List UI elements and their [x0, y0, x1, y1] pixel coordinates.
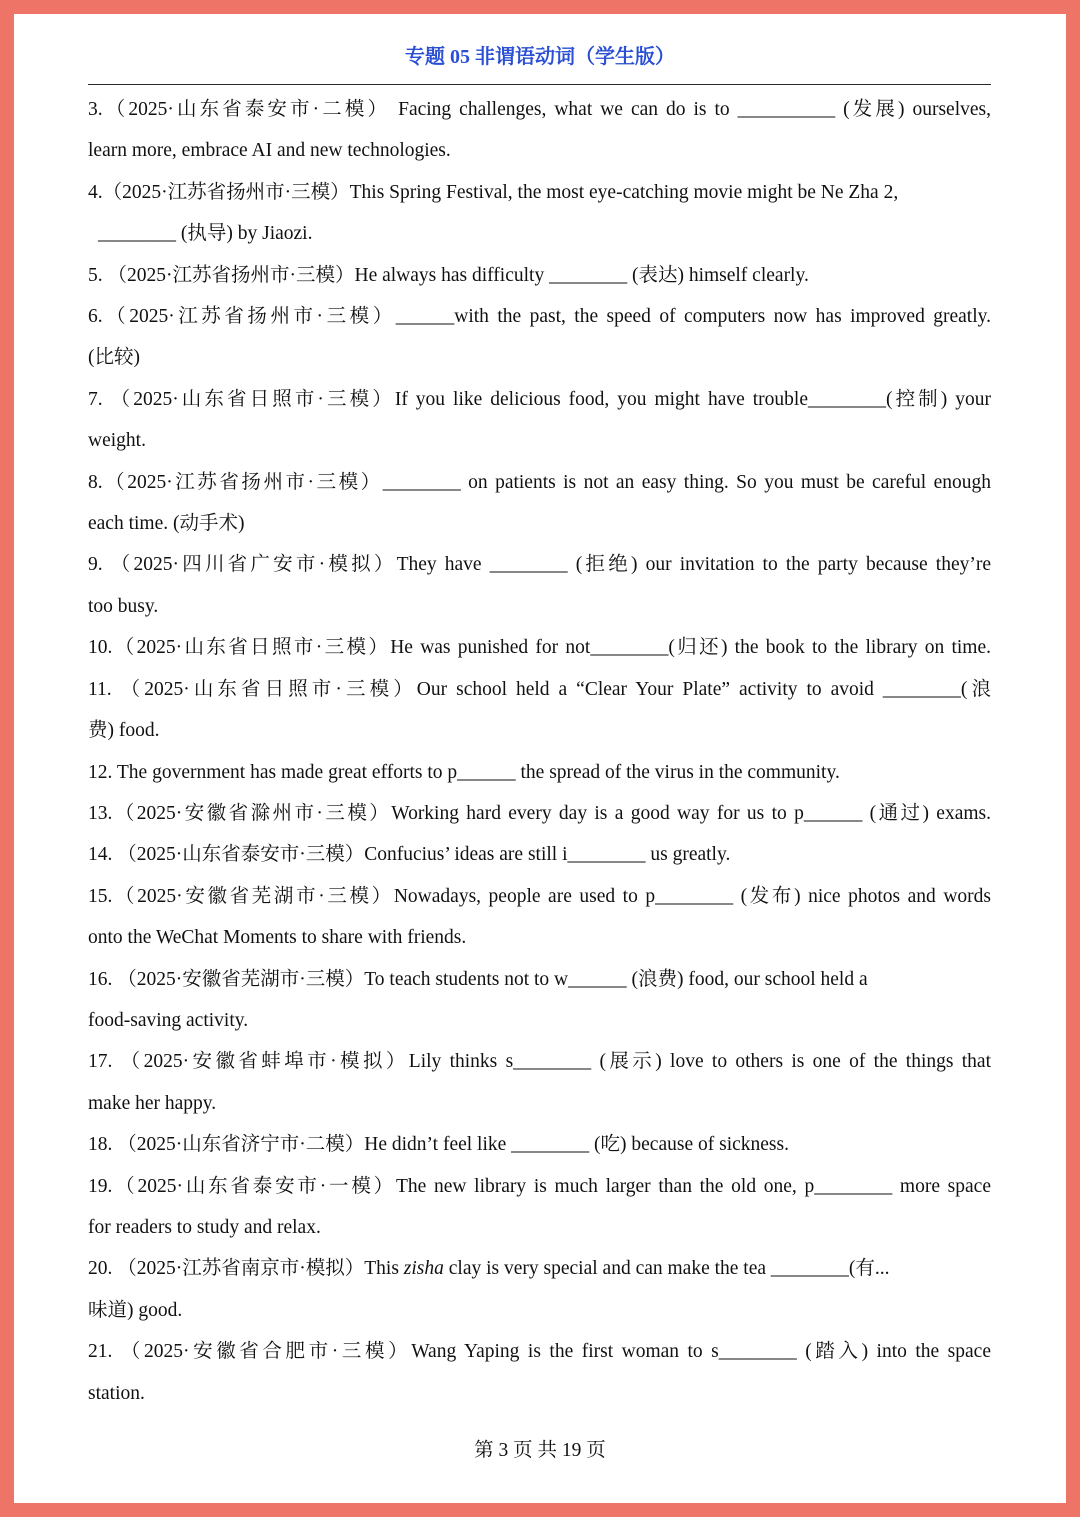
- question-line: 9. （2025·四川省广安市·模拟）They have ________ (拒绝) our invitation to the party because they’re: [88, 554, 991, 576]
- question-line: 3.（2025·山东省泰安市·二模） Facing challenges, what we can do is to __________ (发展) ourselves,: [88, 99, 991, 120]
- question-line: 12. The government has made great efforts to p______ the spread of the virus in the community.: [88, 761, 840, 783]
- question-line: 费) food.: [88, 720, 160, 742]
- question-line: 4.（2025·江苏省扬州市·三模）This Spring Festival, the most eye-catching movie might be Ne Zha 2,: [88, 181, 899, 203]
- question-6: [88, 296, 991, 379]
- question-line: 11. （2025·山东省日照市·三模）Our school held a “Clear Your Plate” activity to avoid ________(浪: [88, 678, 991, 700]
- question-5: [88, 255, 991, 296]
- question-line: each time. (动手术): [88, 513, 245, 535]
- question-14: [88, 834, 991, 875]
- question-16: [88, 959, 991, 1042]
- question-15: [88, 876, 991, 959]
- question-line: 5. （2025·江苏省扬州市·三模）He always has difficulty ________ (表达) himself clearly.: [88, 264, 809, 286]
- question-3: [88, 89, 991, 172]
- question-line: 19.（2025·山东省泰安市·一模）The new library is much larger than the old one, p________ more space: [88, 1175, 991, 1197]
- question-text: clay is very special and can make the tea ________(有...: [443, 1258, 890, 1280]
- question-21: [88, 1331, 991, 1414]
- question-18: [88, 1124, 991, 1165]
- question-13: [88, 793, 991, 834]
- question-17: [88, 1041, 991, 1124]
- question-line: ________ (执导) by Jiaozi.: [98, 223, 313, 245]
- question-line: make her happy.: [88, 1092, 217, 1114]
- question-9: [88, 544, 991, 627]
- question-line: 16. （2025·安徽省芜湖市·三模）To teach students not to w______ (浪费) food, our school held a: [88, 968, 868, 990]
- question-11: [88, 669, 991, 752]
- question-line: weight.: [88, 430, 146, 452]
- question-20: [88, 1248, 991, 1331]
- question-line: 18. （2025·山东省济宁市·二模）He didn’t feel like ________ (吃) because of sickness.: [88, 1134, 789, 1156]
- question-19: [88, 1166, 991, 1249]
- question-4: [88, 172, 991, 255]
- question-line: onto the WeChat Moments to share with friends.: [88, 927, 467, 949]
- question-line: station.: [88, 1382, 145, 1404]
- question-7: [88, 379, 991, 462]
- question-line: 8.（2025·江苏省扬州市·三模）________ on patients is not an easy thing. So you must be careful enough: [88, 471, 991, 493]
- question-line: 6.（2025·江苏省扬州市·三模）______with the past, the speed of computers now has improved greatly.: [88, 306, 991, 328]
- page-title: 专题 05 非谓语动词（学生版）: [405, 46, 675, 68]
- question-line: too busy.: [88, 595, 159, 617]
- question-line: 17. （2025·安徽省蚌埠市·模拟）Lily thinks s________ (展示) love to others is one of the things that: [88, 1051, 991, 1073]
- question-line: 14. （2025·山东省泰安市·三模）Confucius’ ideas are still i________ us greatly.: [88, 844, 731, 866]
- page-number: 第 3 页 共 19 页: [474, 1440, 606, 1461]
- question-line: 10.（2025·山东省日照市·三模）He was punished for not________(归还) the book to the library on time.: [88, 637, 991, 659]
- question-line: for readers to study and relax.: [88, 1216, 321, 1238]
- question-line: 7. （2025·山东省日照市·三模）If you like delicious food, you might have trouble________(控制) your: [88, 388, 991, 410]
- question-line: 味道) good.: [88, 1299, 183, 1321]
- question-8: [88, 462, 991, 545]
- question-list: [88, 89, 991, 1414]
- question-line: food-saving activity.: [88, 1009, 249, 1031]
- question-line: (比较): [88, 347, 140, 369]
- italic-term: zisha: [403, 1258, 444, 1280]
- question-line: 15.（2025·安徽省芜湖市·三模）Nowadays, people are used to p________ (发布) nice photos and words: [88, 885, 991, 907]
- question-line: 13.（2025·安徽省滁州市·三模）Working hard every day is a good way for us to p______ (通过) exams.: [88, 802, 991, 824]
- question-line: learn more, embrace AI and new technologies.: [88, 140, 451, 162]
- question-10: [88, 627, 991, 668]
- question-12: [88, 752, 991, 793]
- question-text: 20. （2025·江苏省南京市·模拟）This: [88, 1258, 404, 1280]
- question-line: 21. （2025·安徽省合肥市·三模）Wang Yaping is the first woman to s________ (踏入) into the space: [88, 1341, 991, 1363]
- header-rule: [88, 84, 991, 85]
- question-line: [88, 1248, 991, 1289]
